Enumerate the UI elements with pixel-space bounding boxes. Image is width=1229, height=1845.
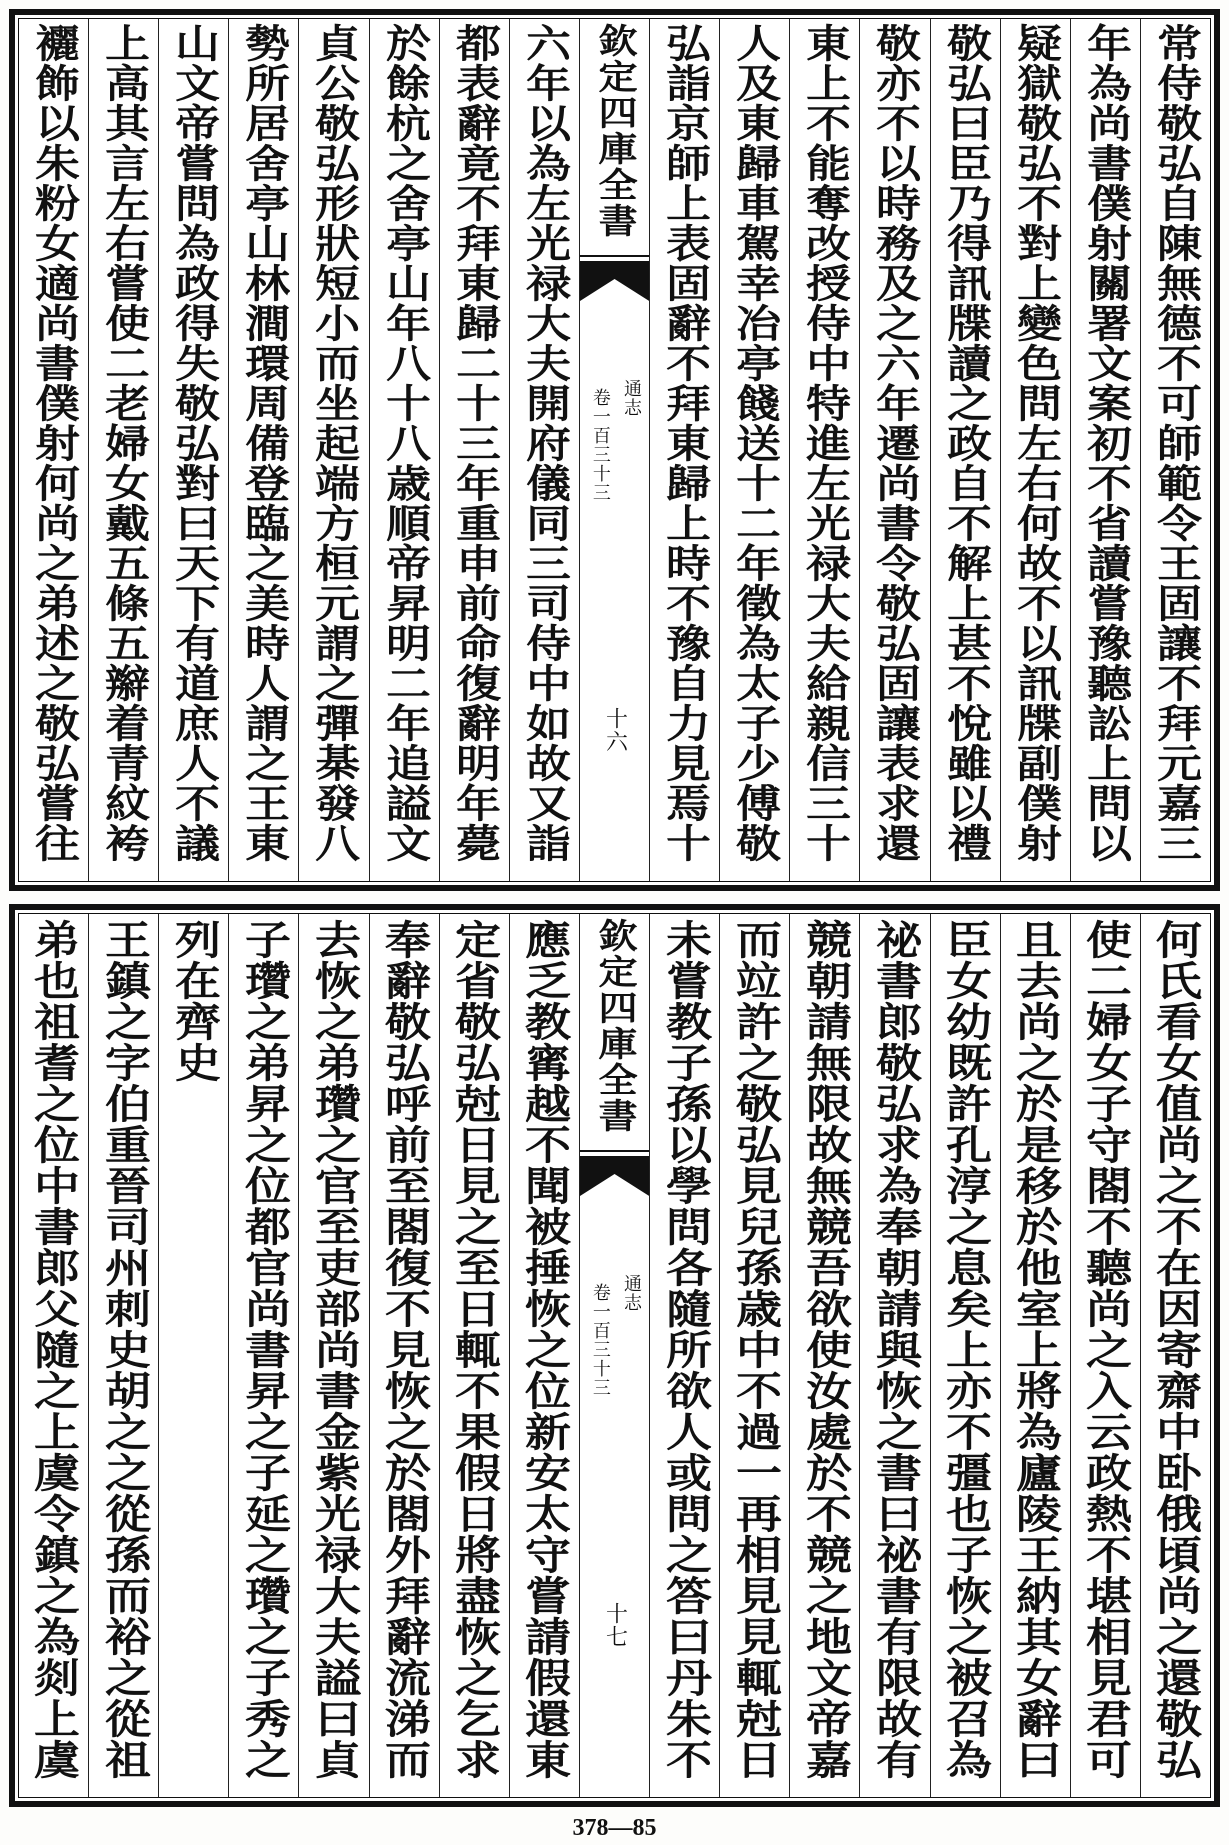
text-column bbox=[1000, 19, 1070, 881]
text-column bbox=[649, 914, 719, 1797]
leaf-inner-frame bbox=[18, 913, 1211, 1798]
text-column bbox=[1140, 914, 1210, 1797]
column-text: 列在齊史 bbox=[167, 919, 222, 1083]
text-column bbox=[649, 19, 719, 881]
center-fold bbox=[579, 914, 649, 1797]
text-column bbox=[158, 19, 228, 881]
fold-work-name: 通志 bbox=[621, 1274, 642, 1312]
fold-page-number: 十七 bbox=[602, 1602, 628, 1648]
column-text: 而竝許之敬弘見兒孫歳中不過一再相見見輒尅日 bbox=[728, 919, 783, 1780]
fishtail-mark bbox=[580, 1150, 649, 1196]
text-column bbox=[1070, 914, 1140, 1797]
column-text: 臣女幼既許孔淳之息矣上亦不彊也子恢之被召為 bbox=[938, 919, 993, 1780]
text-column bbox=[439, 914, 509, 1797]
fold-page-number: 十六 bbox=[602, 707, 628, 753]
column-text: 疑獄敬弘不對上變色問左右何故不以訊牒副僕射 bbox=[1009, 23, 1063, 863]
text-column bbox=[859, 914, 929, 1797]
column-text: 山文帝嘗問為政得失敬弘對曰天下有道庶人不議 bbox=[167, 23, 221, 863]
column-text: 常侍敬弘自陳無德不可師範令王固讓不拜元嘉三 bbox=[1149, 23, 1203, 863]
text-column bbox=[1000, 914, 1070, 1797]
text-column bbox=[88, 914, 158, 1797]
text-column bbox=[719, 914, 789, 1797]
column-text: 敬弘曰臣乃得訊牒讀之政自不解上甚不悅雖以禮 bbox=[939, 23, 993, 863]
column-text: 何氏看女值尚之不在因寄齋中卧俄頃尚之還敬弘 bbox=[1148, 919, 1204, 1780]
column-text: 使二婦女子守閤不聽尚之入云政熱不堪相見君可 bbox=[1078, 919, 1133, 1780]
text-column bbox=[509, 914, 579, 1797]
text-column bbox=[298, 19, 368, 881]
column-text: 且去尚之於是移於他室上將為廬陵王納其女辭曰 bbox=[1008, 919, 1063, 1780]
text-column bbox=[19, 914, 88, 1797]
text-column bbox=[930, 914, 1000, 1797]
text-column bbox=[789, 19, 859, 881]
text-column bbox=[1070, 19, 1140, 881]
column-text: 襹飾以朱粉女適尚書僕射何尚之弟述之敬弘嘗往 bbox=[27, 23, 81, 863]
column-text: 奉辭敬弘呼前至閤復不見恢之於閤外拜辭流涕而 bbox=[377, 919, 432, 1780]
text-column bbox=[19, 19, 88, 881]
text-column bbox=[930, 19, 1000, 881]
column-text: 勢所居舍亭山林澗環周備登臨之美時人謂之王東 bbox=[237, 23, 291, 863]
column-text: 弟也祖耆之位中書郎父隨之上虞令鎮之為剡上虞 bbox=[26, 919, 82, 1780]
text-column bbox=[298, 914, 368, 1797]
column-grid bbox=[19, 914, 1210, 1797]
column-text: 子瓚之弟昇之位都官尚書昇之子延之瓚之子秀之 bbox=[237, 919, 292, 1780]
text-column bbox=[439, 19, 509, 881]
column-text: 上高其言左右嘗使二老婦女戴五條五辮着青紋袴 bbox=[97, 23, 151, 863]
text-column bbox=[509, 19, 579, 881]
fold-volume-number: 卷一百三十三 bbox=[589, 1283, 611, 1397]
column-text: 應乏教寗越不聞被捶恢之位新安太守嘗請假還東 bbox=[517, 919, 572, 1780]
column-text: 弘詣京師上表固辭不拜東歸上時不豫自力見焉十 bbox=[658, 23, 712, 863]
column-text: 定省敬弘尅日見之至日輒不果假日將盡恢之乞求 bbox=[447, 919, 502, 1780]
fishtail-mark bbox=[580, 255, 649, 301]
fold-book-title: 欽定四庫全書 bbox=[591, 23, 638, 239]
column-text: 未嘗教子孫以學問各隨所欲人或問之答曰丹朱不 bbox=[658, 919, 713, 1780]
page-reference: 378—85 bbox=[572, 1815, 657, 1841]
center-fold bbox=[579, 19, 649, 881]
text-column bbox=[228, 19, 298, 881]
column-text: 人及東歸車駕幸冶亭餞送十二年徵為太子少傅敬 bbox=[728, 23, 782, 863]
fold-volume-number: 卷一百三十三 bbox=[589, 388, 611, 502]
text-column bbox=[719, 19, 789, 881]
text-column bbox=[228, 914, 298, 1797]
column-text: 貞公敬弘形狀短小而坐起端方桓元謂之彈棊發八 bbox=[308, 23, 361, 863]
fold-work-name: 通志 bbox=[621, 379, 642, 417]
column-text: 都表辭竟不拜東歸二十三年重申前命復辭明年薨 bbox=[448, 23, 502, 863]
column-text: 東上不能奪改授侍中特進左光禄大夫給親信三十 bbox=[798, 23, 852, 863]
column-text: 王鎮之字伯重晉司州刺史胡之之從孫而裕之從祖 bbox=[97, 919, 152, 1780]
column-text: 於餘杭之舍亭山年八十八歳順帝昇明二年追謚文 bbox=[378, 23, 432, 863]
leaf-top bbox=[9, 9, 1220, 891]
text-column bbox=[369, 914, 439, 1797]
column-text: 競朝請無限故無競吾欲使汝處於不競之地文帝嘉 bbox=[798, 919, 853, 1780]
text-column bbox=[1140, 19, 1210, 881]
column-text: 年為尚書僕射關署文案初不省讀嘗豫聽訟上問以 bbox=[1079, 23, 1133, 863]
fold-book-title: 欽定四庫全書 bbox=[591, 918, 638, 1134]
text-column bbox=[88, 19, 158, 881]
text-column bbox=[789, 914, 859, 1797]
text-column bbox=[158, 914, 228, 1797]
text-column bbox=[369, 19, 439, 881]
column-text: 去恢之弟瓚之官至吏部尚書金紫光禄大夫謚曰貞 bbox=[307, 919, 362, 1780]
text-column bbox=[859, 19, 929, 881]
leaf-bottom bbox=[9, 904, 1220, 1807]
column-text: 祕書郎敬弘求為奉朝請與恢之書曰祕書有限故有 bbox=[868, 919, 923, 1780]
column-text: 六年以為左光禄大夫開府儀同三司侍中如故又詣 bbox=[518, 23, 572, 863]
column-text: 敬亦不以時務及之六年遷尚書令敬弘固讓表求還 bbox=[869, 23, 922, 863]
column-grid bbox=[19, 19, 1210, 881]
leaf-inner-frame bbox=[18, 18, 1211, 882]
